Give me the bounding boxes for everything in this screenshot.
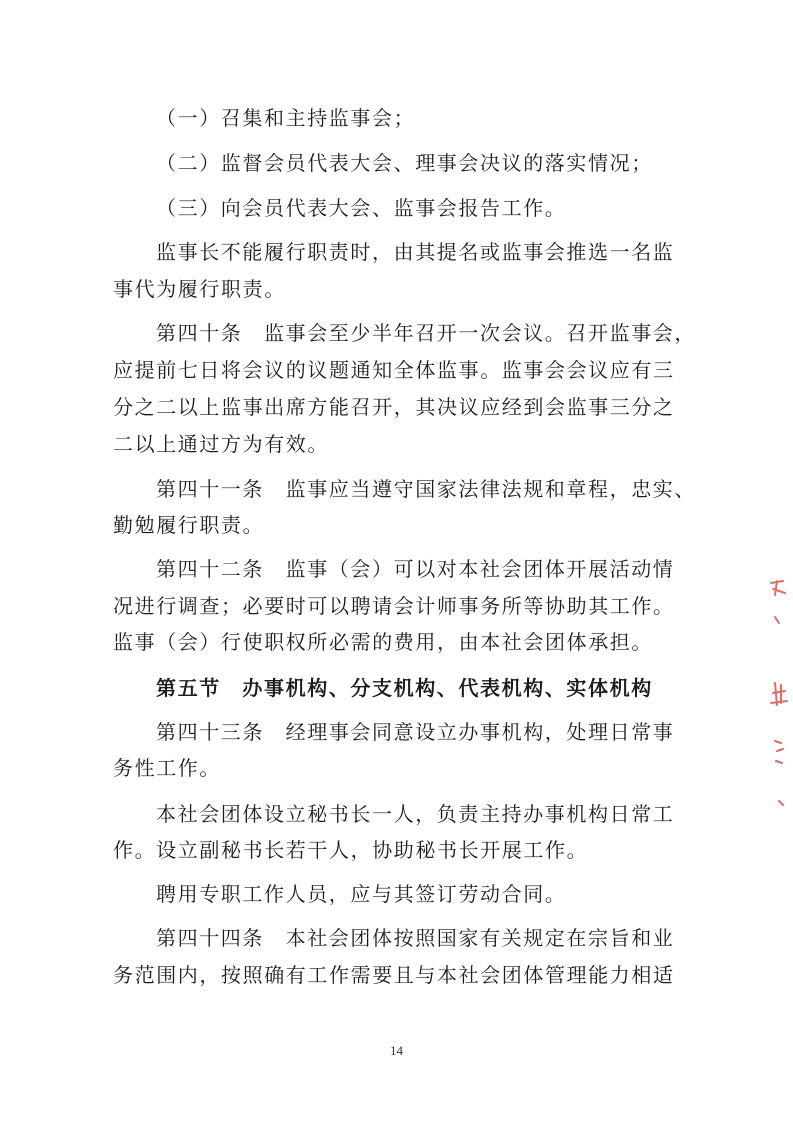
- text-line: 第四十三条 经理事会同意设立办事机构，处理日常事: [156, 720, 675, 744]
- text-line: 第四十条 监事会至少半年召开一次会议。召开监事会，: [156, 321, 696, 345]
- text-line: 监事（会）行使职权所必需的费用，由本社会团体承担。: [113, 630, 653, 654]
- text-line: 二以上通过方为有效。: [113, 432, 329, 456]
- text-line: 应提前七日将会议的议题通知全体监事。监事会会议应有三: [113, 358, 675, 382]
- text-line: 事代为履行职责。: [113, 277, 286, 301]
- text-line: 勤勉履行职责。: [113, 513, 265, 537]
- text-line: 第四十四条 本社会团体按照国家有关规定在宗旨和业: [156, 926, 675, 950]
- text-line: （三）向会员代表大会、监事会报告工作。: [156, 196, 567, 220]
- page-number: 14: [390, 1043, 403, 1058]
- text-line: （一）召集和主持监事会；: [156, 106, 416, 130]
- text-line: 第四十一条 监事应当遵守国家法律法规和章程，忠实、: [156, 477, 696, 501]
- text-line: 务性工作。: [113, 756, 221, 780]
- text-line: 聘用专职工作人员，应与其签订劳动合同。: [156, 882, 567, 906]
- text-line: 本社会团体设立秘书长一人，负责主持办事机构日常工: [156, 802, 675, 826]
- section-heading: 第五节 办事机构、分支机构、代表机构、实体机构: [156, 676, 653, 700]
- text-line: 作。设立副秘书长若干人，协助秘书长开展工作。: [113, 838, 589, 862]
- text-line: 监事长不能履行职责时，由其提名或监事会推选一名监: [156, 240, 675, 264]
- text-line: 况进行调查；必要时可以聘请会计师事务所等协助其工作。: [113, 594, 675, 618]
- text-line: 分之二以上监事出席方能召开，其决议应经到会监事三分之: [113, 395, 675, 419]
- seal-stamp-fragment: [765, 575, 791, 865]
- text-line: 第四十二条 监事（会）可以对本社会团体开展活动情: [156, 557, 675, 581]
- text-line: 务范围内，按照确有工作需要且与本社会团体管理能力相适: [113, 963, 675, 987]
- text-line: （二）监督会员代表大会、理事会决议的落实情况；: [156, 151, 653, 175]
